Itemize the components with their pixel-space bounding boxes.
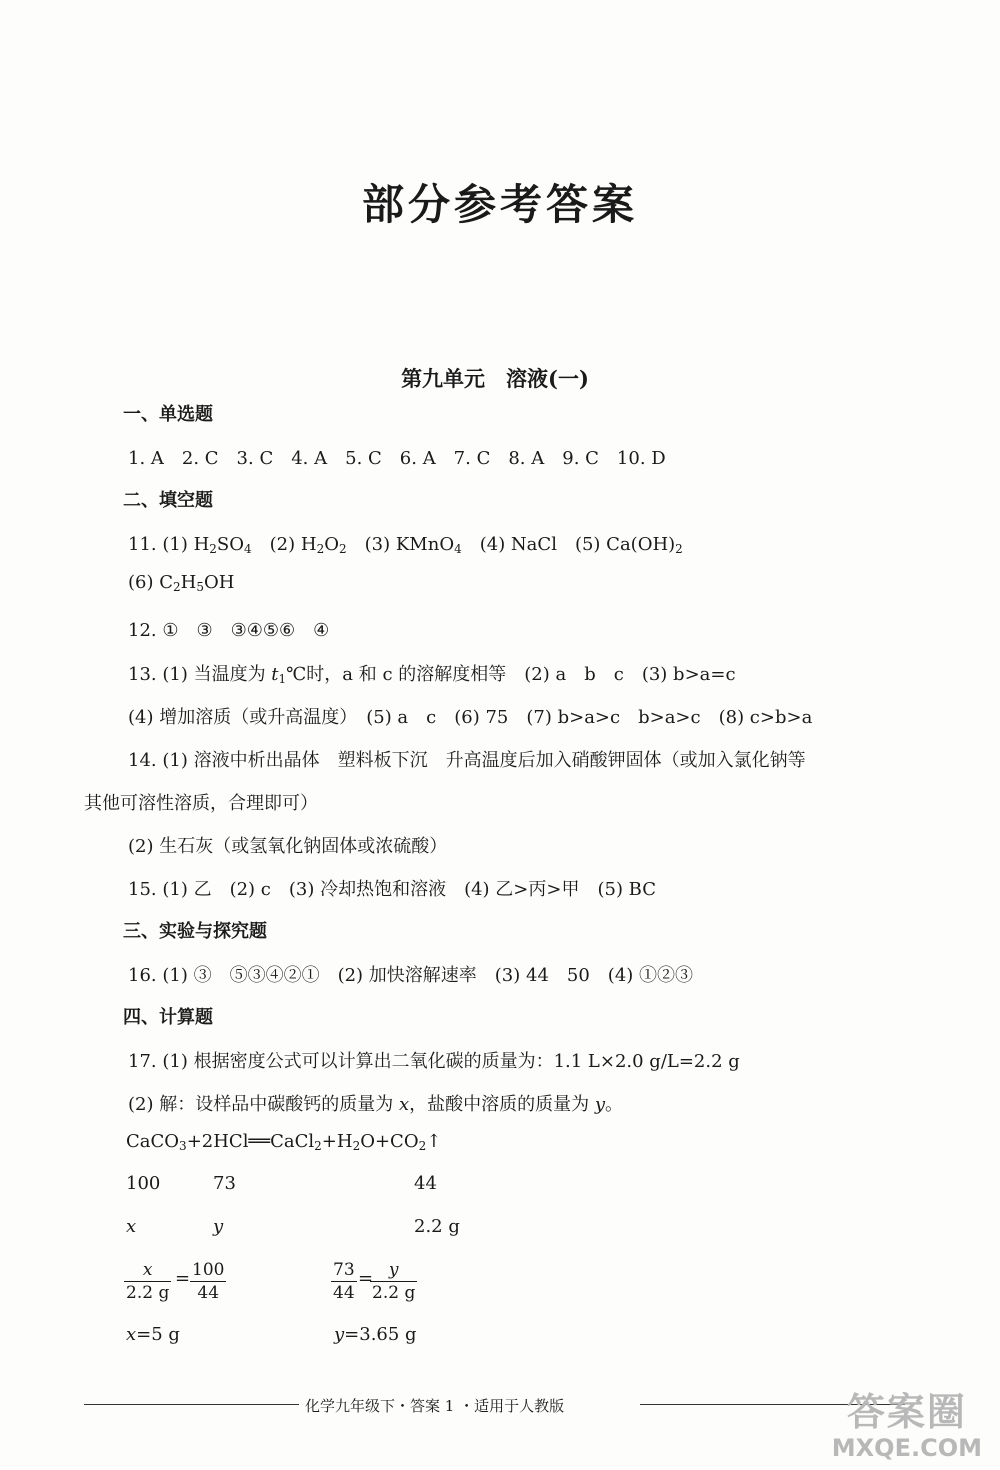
answer-line-q12: 12. ① ③ ③④⑤⑥ ④ <box>128 620 330 641</box>
answer-line-q14-1: 14. (1) 溶液中析出晶体 塑料板下沉 升高温度后加入硝酸钾固体（或加入氯化钠等 <box>128 750 806 771</box>
fraction-denominator: 2.2 g <box>126 1283 170 1303</box>
equals-sign: = <box>175 1268 191 1289</box>
eq-caco: CaCO <box>126 1131 180 1152</box>
answer-line-q17-1: 17. (1) 根据密度公式可以计算出二氧化碳的质量为：1.1 L×2.0 g/L=2.2 g <box>128 1051 740 1072</box>
h2so4-sub2: 2 <box>209 542 217 556</box>
fraction-y-over-2.2 <box>370 1259 417 1304</box>
answer-line-q15: 15. (1) 乙 (2) c (3) 冷却热饱和溶液 (4) 乙>丙>甲 (5) BC <box>128 879 657 900</box>
answer-line-q13 <box>128 660 736 686</box>
q17-2a: (2) 解：设样品中碳酸钙的质量为 <box>128 1094 399 1115</box>
watermark-logo <box>832 1390 982 1462</box>
c2h5oh-sub2: 2 <box>173 580 181 594</box>
eq-gas-arrow: ↑ <box>426 1131 442 1152</box>
answer-line-q17-2 <box>128 1090 623 1116</box>
c2h5oh-c: C <box>159 572 173 593</box>
eq-sub3: 3 <box>179 1139 187 1153</box>
fraction-x-over-2.2 <box>124 1259 171 1304</box>
q11-part2: (2) <box>251 534 301 555</box>
q17-2c: 。 <box>605 1094 624 1115</box>
molar-mass-co2: 44 <box>414 1173 437 1194</box>
section-heading-experiment: 三、实验与探究题 <box>123 921 267 942</box>
unknown-y: y <box>213 1216 224 1237</box>
fraction-numerator: 100 <box>192 1260 225 1280</box>
kmno4-sub4: 4 <box>454 542 462 556</box>
q13-t: t <box>271 664 279 685</box>
fraction-numerator: x <box>124 1259 171 1282</box>
eq-plus-h: +H <box>321 1131 353 1152</box>
molar-mass-hcl: 73 <box>213 1173 236 1194</box>
h2o2-sub2b: 2 <box>338 542 347 556</box>
section-heading-calculation: 四、计算题 <box>123 1007 213 1028</box>
result-y <box>334 1324 417 1345</box>
answer-line-q16: 16. (1) ③ ⑤③④②① (2) 加快溶解速率 (3) 44 50 (4) ①②③ <box>128 965 694 986</box>
result-y-var: y <box>334 1324 345 1345</box>
q13-t-sub1: 1 <box>278 672 287 686</box>
h2o2-o: O <box>324 534 339 555</box>
eq-sub-h2: 2 <box>352 1139 361 1153</box>
molar-mass-caco3: 100 <box>126 1173 161 1194</box>
kmno4: KMnO <box>395 534 455 555</box>
var-x: x <box>398 1094 410 1115</box>
page-title: 部分参考答案 <box>361 180 638 229</box>
watermark-title: 答案圈 <box>846 1390 967 1434</box>
fraction-denominator: 44 <box>333 1283 355 1303</box>
result-x <box>126 1324 180 1345</box>
fraction-73-over-44 <box>331 1259 357 1304</box>
eq-sub-co2: 2 <box>418 1139 427 1153</box>
answer-line-q13-2: (4) 增加溶质（或升高温度） (5) a c (6) 75 (7) b>a>c b>a>c (8) c>b>a <box>128 707 813 728</box>
eq-sub-cl2: 2 <box>314 1139 322 1153</box>
result-x-var: x <box>126 1324 137 1345</box>
var-y: y <box>594 1094 606 1115</box>
chemical-equation <box>126 1131 441 1152</box>
fraction-numerator: y <box>370 1259 417 1282</box>
answer-line-q11 <box>128 530 683 556</box>
fraction-denominator: 2.2 g <box>372 1283 416 1303</box>
unit-heading: 第九单元 溶液(一) <box>401 366 589 391</box>
c2h5oh-h: H <box>180 572 197 593</box>
footer-text: 化学九年级下・答案 1 ・适用于人教版 <box>305 1397 565 1415</box>
q11-prefix: 11. (1) <box>128 534 194 555</box>
q13-prefix: 13. (1) 当温度为 <box>128 664 272 685</box>
q11-part3: (3) <box>346 534 396 555</box>
eq-o-co: O+CO <box>360 1131 419 1152</box>
equals-sign: = <box>358 1268 374 1289</box>
fraction-denominator: 44 <box>197 1283 220 1303</box>
c2h5oh-oh: OH <box>203 572 235 593</box>
fraction-numerator: 73 <box>333 1260 355 1280</box>
answer-line-mc: 1. A 2. C 3. C 4. A 5. C 6. A 7. C 8. A 9. C 10. D <box>128 448 666 469</box>
h2so4-h: H <box>193 534 210 555</box>
section-heading-single-choice: 一、单选题 <box>123 404 213 425</box>
section-heading-fill-blank: 二、填空题 <box>123 490 213 511</box>
answer-line-q14-2: 其他可溶性溶质，合理即可） <box>84 793 318 814</box>
footer-rule-left <box>84 1404 299 1405</box>
result-x-value: =5 g <box>136 1324 180 1345</box>
unknown-x: x <box>126 1216 137 1237</box>
q13-rest: ℃时，a 和 c 的溶解度相等 (2) a b c (3) b>a=c <box>286 664 736 685</box>
eq-mid: +2HCl══CaCl <box>186 1131 315 1152</box>
h2o2-sub2a: 2 <box>316 542 325 556</box>
answer-line-q11-6 <box>128 572 234 593</box>
known-co2-mass: 2.2 g <box>414 1216 460 1237</box>
h2o2-h: H <box>300 534 317 555</box>
result-y-value: =3.65 g <box>344 1324 417 1345</box>
q11-6-prefix: (6) <box>128 572 160 593</box>
c2h5oh-sub5: 5 <box>196 580 204 594</box>
h2so4-sub4: 4 <box>244 542 252 556</box>
q17-2b: ，盐酸中溶质的质量为 <box>409 1094 595 1115</box>
fraction-100-over-44 <box>190 1259 226 1304</box>
q11-part4: (4) NaCl (5) Ca(OH) <box>461 534 676 555</box>
watermark-url: MXQE.COM <box>831 1434 982 1462</box>
caoh-sub2: 2 <box>675 542 683 556</box>
h2so4-so: SO <box>216 534 245 555</box>
answer-line-q14-3: (2) 生石灰（或氢氧化钠固体或浓硫酸） <box>128 836 448 857</box>
